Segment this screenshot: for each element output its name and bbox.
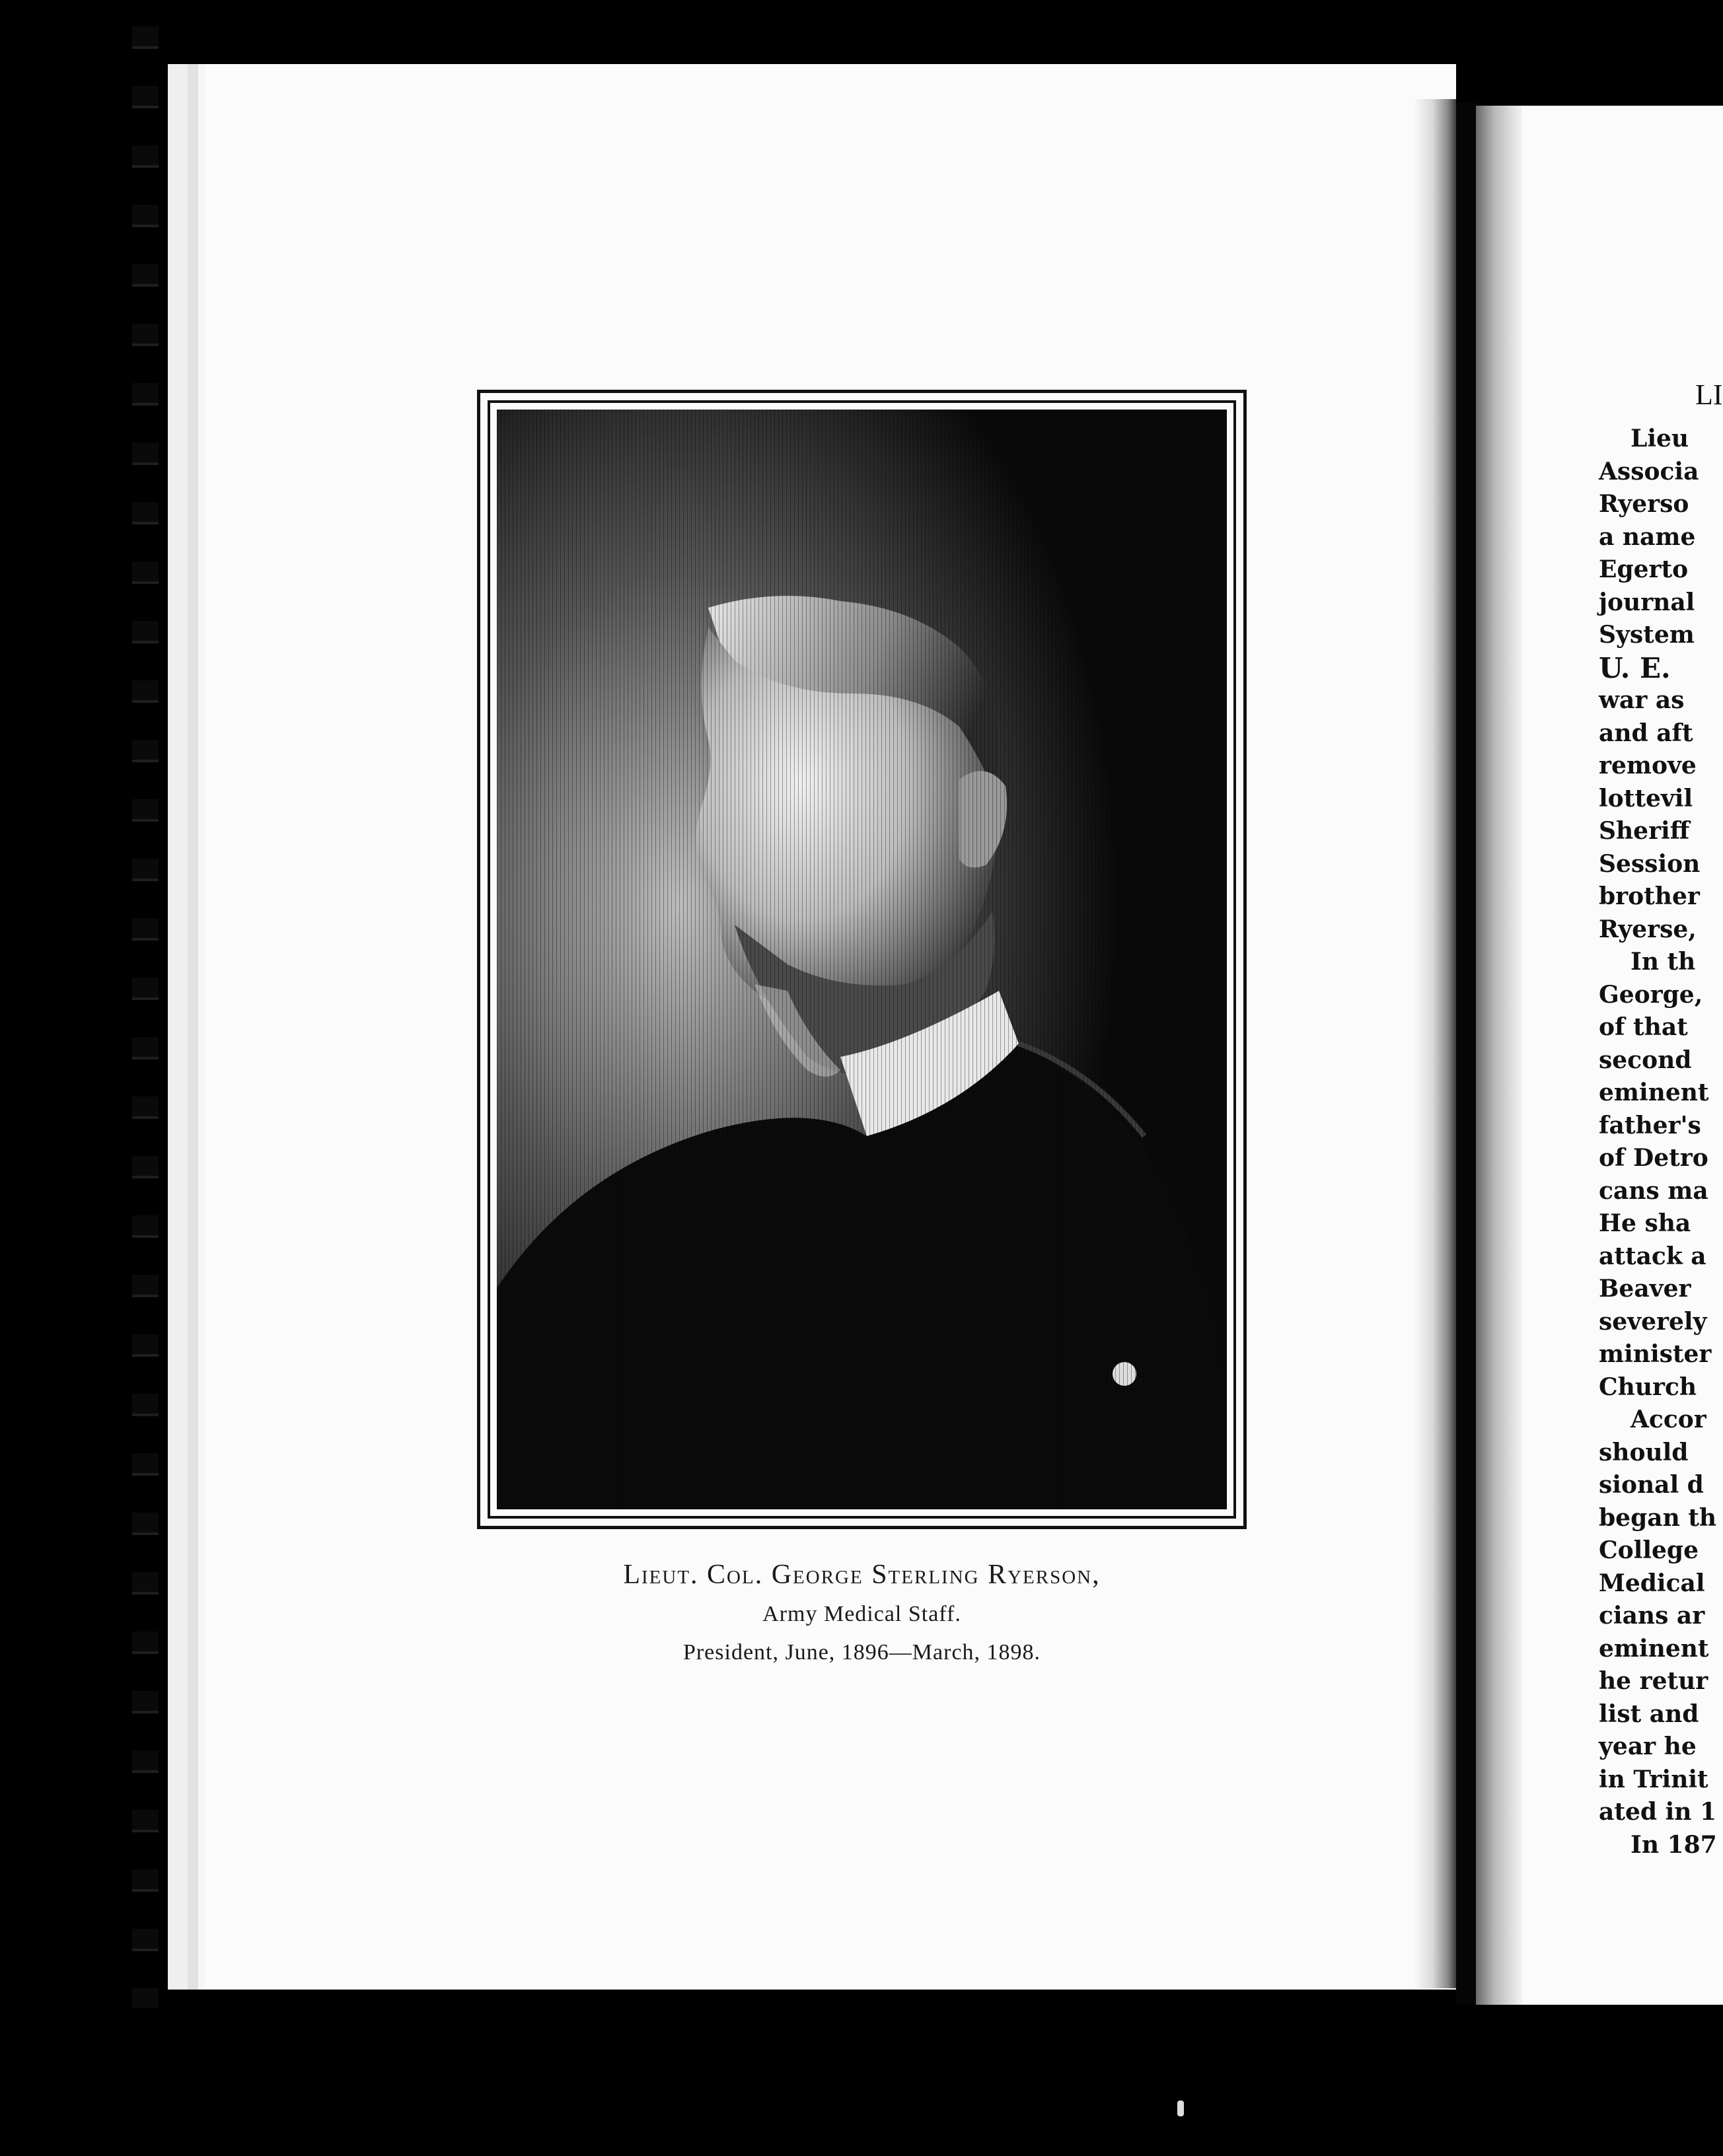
book-spine [1456, 102, 1476, 2005]
right-page-line: a name [1599, 522, 1696, 551]
right-page-line: ated in 1 [1599, 1798, 1716, 1826]
right-page-line: In 187 [1631, 1830, 1717, 1859]
right-page-line: Accor [1631, 1406, 1706, 1433]
right-page-line: and aft [1599, 719, 1693, 747]
right-page-line: Ryerse, [1599, 915, 1697, 943]
right-page-line: Beaver [1599, 1275, 1691, 1303]
right-page-line: second [1599, 1046, 1692, 1074]
right-page-line: remove [1599, 752, 1697, 779]
right-page-line: severely [1599, 1307, 1707, 1336]
right-page-line: U. E. [1599, 651, 1671, 684]
right-page-line: Lieu [1631, 425, 1689, 452]
right-page-line: Medical [1599, 1569, 1705, 1597]
right-page-line: year he [1599, 1733, 1697, 1760]
right-page-line: journal [1599, 588, 1695, 616]
right-page-line: war as [1599, 686, 1685, 714]
portrait-image [497, 410, 1227, 1509]
right-page-line: in Trinit [1599, 1765, 1708, 1793]
right-page-line: Egerto [1599, 556, 1689, 583]
right-page-line: cans ma [1599, 1176, 1708, 1205]
right-page-line: Ryerso [1599, 490, 1689, 518]
right-page-line: should [1599, 1438, 1689, 1466]
page-gutter [1414, 99, 1456, 1988]
right-page-line: brother [1599, 882, 1700, 910]
right-page-line: minister [1599, 1340, 1712, 1368]
right-page-line: lottevil [1599, 784, 1693, 812]
right-page-line: sional d [1599, 1471, 1704, 1499]
right-page-line: eminent [1599, 1634, 1709, 1663]
portrait-caption-presidency: President, June, 1896—March, 1898. [682, 1640, 1041, 1665]
right-page-line: list and [1599, 1700, 1699, 1728]
right-page-line: George, [1599, 980, 1703, 1009]
right-page-line: attack a [1599, 1242, 1706, 1270]
right-page-line: cians ar [1599, 1602, 1705, 1630]
right-page-line: In th [1631, 948, 1696, 976]
right-page-line: of that [1599, 1013, 1688, 1041]
right-page-gutter-shade [1476, 106, 1522, 2005]
right-page-line: Associa [1599, 457, 1699, 485]
book-edge-left [132, 26, 159, 2008]
right-page-line: System [1599, 621, 1695, 649]
right-page-line: He sha [1599, 1209, 1691, 1237]
right-page-line: Church [1599, 1373, 1697, 1401]
right-page-line: father's [1599, 1111, 1701, 1139]
right-page-line: began th [1599, 1503, 1717, 1532]
right-page-text [1599, 423, 1717, 1861]
right-page-line: Sheriff [1599, 817, 1690, 845]
right-page-line: he retur [1599, 1667, 1708, 1695]
right-page-title: LI [1695, 378, 1723, 411]
portrait-caption-name: Lieut. Col. George Sterling Ryerson, [623, 1560, 1101, 1590]
right-page-line: Session [1599, 849, 1701, 878]
portrait-photograph [497, 410, 1227, 1509]
portrait-caption-staff: Army Medical Staff. [762, 1602, 961, 1626]
right-page-line: eminent [1599, 1079, 1709, 1106]
right-page-line: College [1599, 1536, 1699, 1564]
scan-mark [1177, 2101, 1184, 2116]
right-page-line: of Detro [1599, 1144, 1708, 1172]
